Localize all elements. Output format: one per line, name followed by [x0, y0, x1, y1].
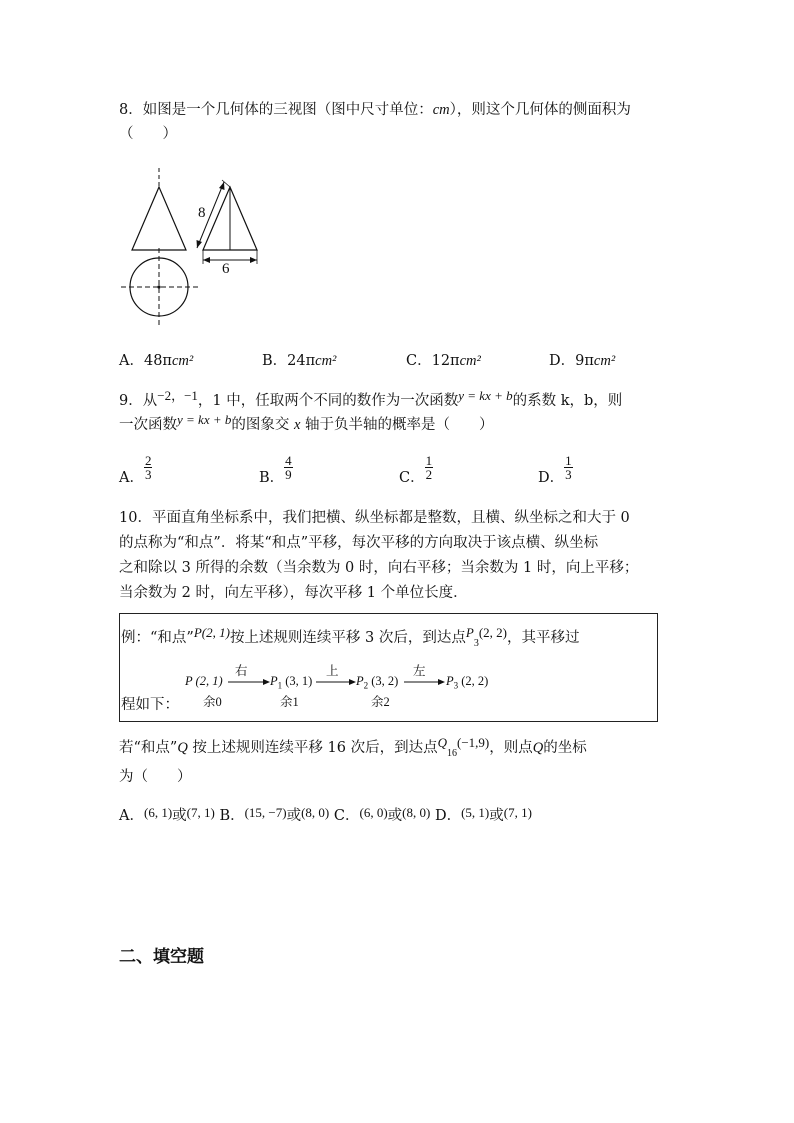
numerator: 1 [425, 453, 433, 468]
option-coord: (7, 1) [503, 805, 532, 820]
point-q: Q [532, 740, 544, 756]
q9-text: 的图象交 [231, 417, 290, 433]
fraction [144, 454, 153, 481]
q10-question-line1 [119, 735, 587, 764]
numerator: 2 [144, 453, 152, 468]
option-coord: (15, −7) [244, 805, 287, 820]
example-text: 例：“和点” [121, 630, 194, 646]
option-letter: C． [399, 469, 425, 486]
fraction [564, 454, 573, 481]
q9-option-a[interactable] [119, 453, 152, 486]
q10-text: 按上述规则连续平移 16 次后，到达点 [192, 740, 438, 756]
q9-function: y = kx + b [458, 388, 513, 403]
option-value: 9π [575, 353, 594, 369]
q9-numbers: −2，−1 [157, 388, 198, 403]
q10-text: ，则点 [489, 740, 533, 756]
option-or: 或 [172, 808, 187, 824]
step-label: P (2, 1) [185, 674, 223, 688]
q8-stem-line1 [119, 100, 631, 120]
option-letter: D． [549, 353, 576, 369]
example-text: 按上述规则连续平移 3 次后，到达点 [229, 630, 466, 646]
fraction [425, 454, 434, 481]
q9-text: ，1 中，任取两个不同的数作为一次函数 [197, 393, 459, 409]
q10-option-d[interactable] [434, 805, 532, 824]
option-coord: (8, 0) [301, 805, 330, 820]
denominator: 9 [285, 467, 292, 482]
front-view-triangle [132, 187, 186, 250]
slant-label: 8 [198, 205, 206, 221]
step-p2-remainder: 余2 [371, 695, 390, 709]
q8-unit: cm [432, 102, 450, 118]
example-target: P [465, 625, 474, 640]
step-coord: (2, 2) [458, 674, 489, 688]
q9-stem-line1 [119, 388, 623, 411]
option-letter: A． [119, 808, 144, 824]
step-p3 [446, 674, 488, 691]
step-sub: 2 [363, 680, 369, 691]
option-letter: D． [434, 808, 462, 824]
step-coord: (3, 2) [368, 674, 399, 688]
step-label: P [270, 674, 278, 688]
q10-options [119, 806, 532, 826]
q9-text: 的系数 k，b，则 [512, 393, 623, 409]
option-value: 12π [431, 353, 460, 369]
option-coord: (8, 0) [402, 805, 431, 820]
fraction [284, 454, 293, 481]
q10-option-c[interactable] [333, 805, 431, 824]
option-letter: B． [259, 469, 285, 486]
option-coord: (6, 1) [143, 805, 173, 820]
step-p1-remainder: 余1 [280, 695, 299, 709]
slant-arrow-head-top [219, 182, 225, 190]
step-p0-remainder: 余0 [203, 695, 222, 709]
arrow-label-right: 右 [235, 664, 248, 678]
q8-text-2: ），则这个几何体的侧面积为 [449, 102, 631, 118]
q9-text: 9．从 [119, 393, 158, 409]
option-letter: D． [538, 469, 565, 486]
q10-question-line2: 为（ ） [119, 769, 192, 785]
q8-option-c[interactable] [406, 351, 481, 371]
q9-text: 一次函数 [119, 417, 177, 433]
option-unit: cm² [171, 353, 194, 369]
q9-axis: x [293, 417, 301, 433]
point-q16-coord: (−1,9) [456, 735, 490, 750]
process-arrows [220, 676, 450, 690]
option-or: 或 [489, 808, 504, 824]
q10-text: 的坐标 [543, 740, 587, 756]
option-letter: C． [333, 808, 360, 824]
step-sub: 3 [453, 680, 459, 691]
example-text: ，其平移过 [507, 630, 580, 646]
option-or: 或 [387, 808, 403, 824]
denominator: 3 [144, 467, 152, 482]
arrow-head-2 [349, 679, 356, 685]
base-arrow-left [203, 257, 210, 263]
option-letter: A． [119, 469, 144, 486]
numerator: 1 [565, 453, 572, 468]
q10-option-a[interactable] [119, 805, 215, 824]
arrow-label-left: 左 [413, 664, 426, 678]
q10-option-b[interactable] [219, 805, 330, 824]
option-or: 或 [286, 808, 302, 824]
arrow-head-3 [438, 679, 445, 685]
q10-text: 若“和点” [119, 740, 178, 756]
q9-option-d[interactable] [538, 453, 573, 486]
option-letter: B． [219, 808, 245, 824]
q9-option-b[interactable] [259, 453, 293, 486]
q8-option-d[interactable] [549, 351, 615, 371]
option-coord: (7, 1) [186, 805, 215, 820]
option-letter: B． [262, 353, 288, 369]
step-coord: (3, 1) [282, 674, 313, 688]
q10-line3: 之和除以 3 所得的余数（当余数为 0 时，向右平移；当余数为 1 时，向上平移； [119, 560, 639, 576]
example-line2: 程如下： [121, 697, 179, 713]
q8-paren: （ ） [119, 126, 177, 142]
step-p0 [185, 674, 223, 689]
q9-function: y = kx + b [177, 412, 232, 427]
option-unit: cm² [315, 353, 337, 369]
top-view-center-dot [157, 285, 160, 288]
q10-line4: 当余数为 2 时，向左平移），每次平移 1 个单位长度． [119, 585, 468, 601]
q10-line2: 的点称为“和点”．将某“和点”平移，每次平移的方向取决于该点横、纵坐标 [119, 535, 599, 551]
q9-stem-line2 [119, 412, 494, 435]
q9-option-c[interactable] [399, 453, 433, 486]
option-letter: C． [406, 353, 432, 369]
section-heading: 二、填空题 [119, 947, 204, 967]
base-arrow-right [250, 257, 257, 263]
denominator: 2 [425, 467, 433, 482]
q8-text-1: 8．如图是一个几何体的三视图（图中尺寸单位： [119, 102, 433, 118]
example-target-sub: 3 [473, 637, 479, 649]
three-view-figure [118, 160, 278, 330]
example-line1 [121, 625, 580, 654]
option-coord: (5, 1) [461, 805, 490, 820]
q8-option-b[interactable] [262, 351, 336, 371]
example-target-coord: (2, 2) [478, 625, 508, 640]
option-value: 24π [287, 353, 316, 369]
q10-line1: 10．平面直角坐标系中，我们把横、纵坐标都是整数，且横、纵坐标之和大于 0 [119, 510, 630, 526]
q9-text: 轴于负半轴的概率是（ ） [305, 417, 494, 433]
point-q: Q [177, 740, 188, 756]
step-label: P [446, 674, 454, 688]
q8-option-a[interactable] [119, 351, 193, 371]
numerator: 4 [285, 453, 292, 468]
slant-arrow-head-bottom [197, 240, 203, 248]
example-point: P(2, 1) [193, 625, 230, 640]
arrow-head-1 [263, 679, 270, 685]
option-value: 48π [143, 353, 172, 369]
option-letter: A． [119, 353, 144, 369]
option-unit: cm² [459, 353, 481, 369]
step-sub: 1 [277, 680, 283, 691]
option-coord: (6, 0) [359, 805, 388, 820]
step-label: P [356, 674, 364, 688]
point-q16: Q [437, 735, 447, 750]
base-label: 6 [222, 261, 230, 277]
point-q16-sub: 16 [446, 747, 457, 759]
denominator: 3 [565, 467, 572, 482]
arrow-label-up: 上 [326, 664, 339, 678]
option-unit: cm² [593, 353, 616, 369]
